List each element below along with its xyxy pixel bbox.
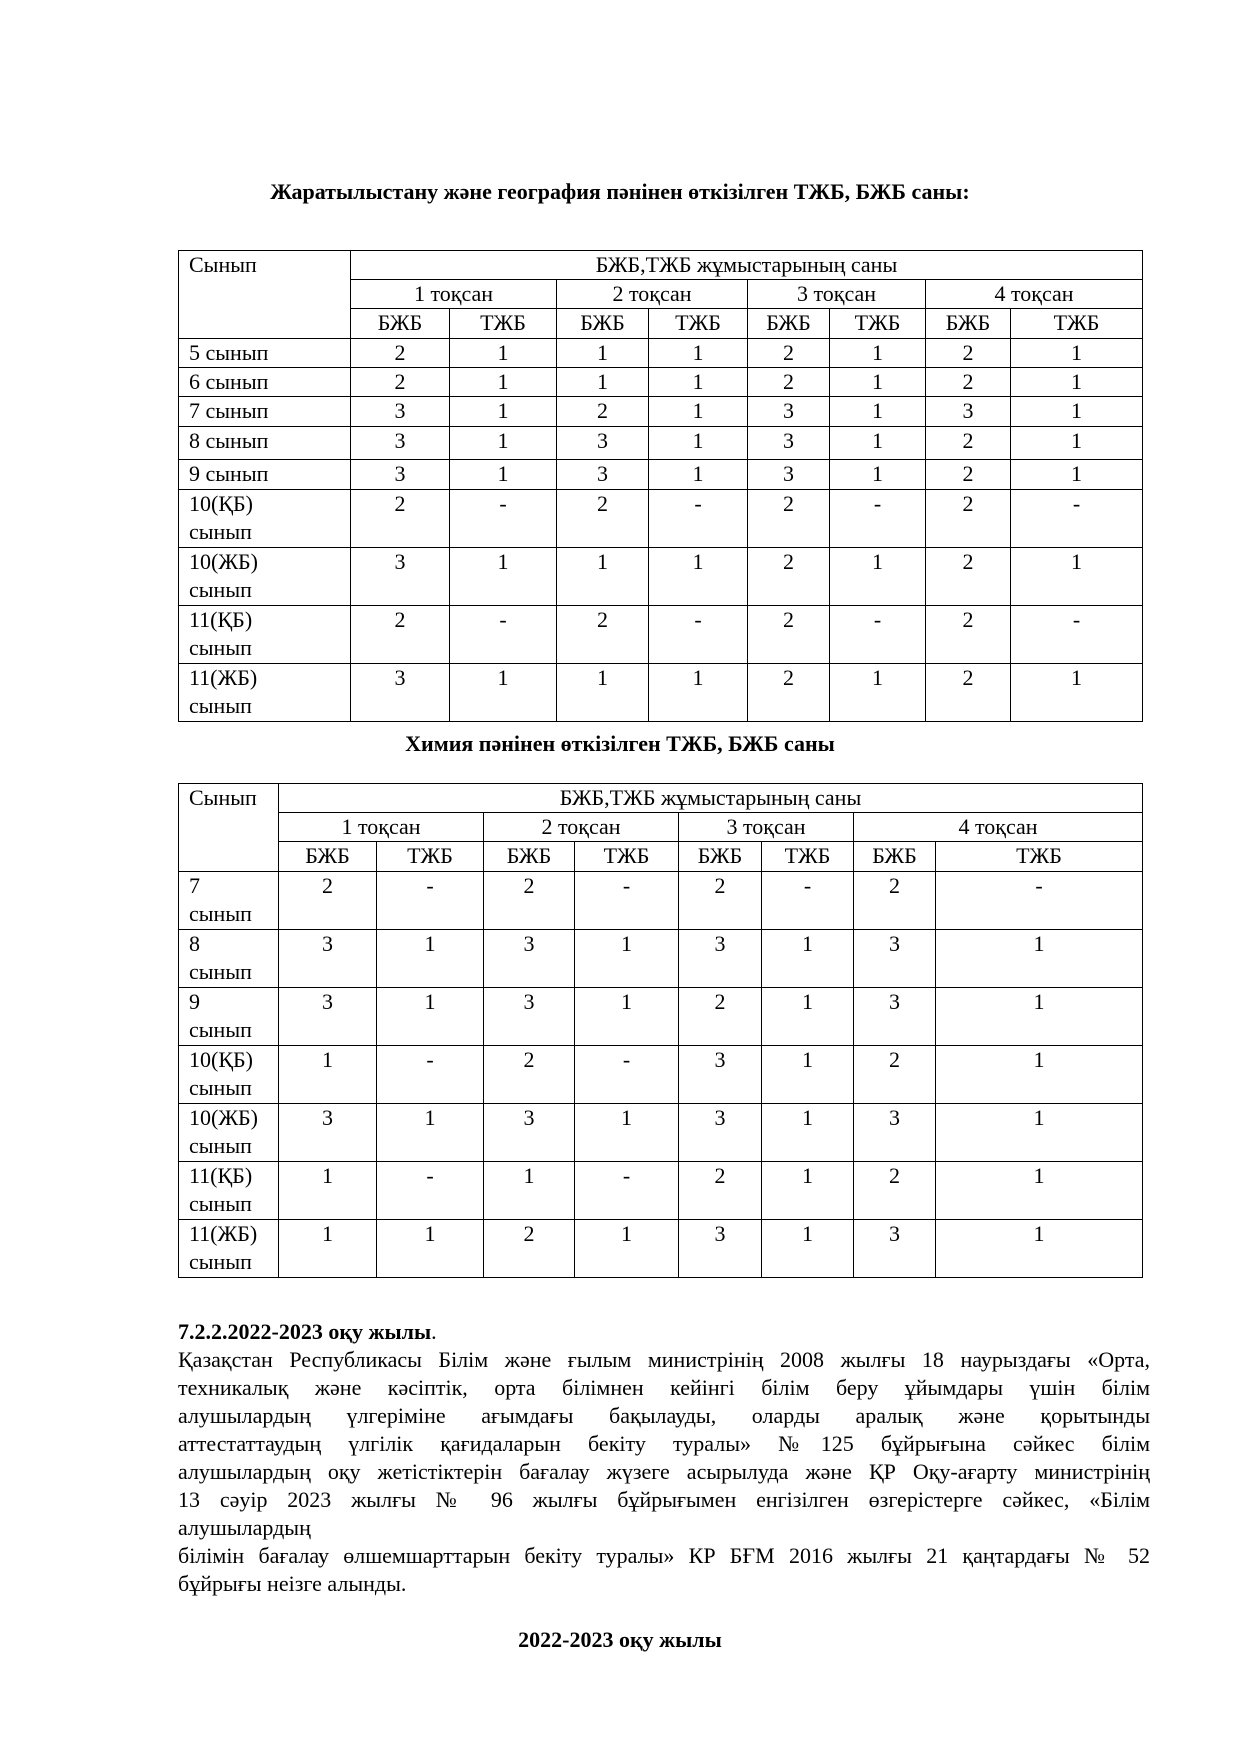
value-cell: 2 xyxy=(926,427,1011,460)
table-row xyxy=(179,872,1143,930)
value-cell: 1 xyxy=(279,1046,377,1104)
value-cell: 1 xyxy=(762,1046,854,1104)
quarter-header: 2 тоқсан xyxy=(484,813,679,842)
value-cell: - xyxy=(450,606,557,664)
value-cell: 3 xyxy=(351,427,450,460)
value-cell: 1 xyxy=(762,1104,854,1162)
section2-table xyxy=(178,783,1143,1278)
body-paragraph xyxy=(178,1346,1150,1598)
table-row xyxy=(179,606,1143,664)
value-cell: - xyxy=(575,872,679,930)
row-label: 11(ҚБ) сынып xyxy=(179,606,351,664)
value-cell: 3 xyxy=(854,1220,936,1278)
value-cell: 1 xyxy=(450,397,557,427)
quarter-header: 4 тоқсан xyxy=(926,280,1143,309)
value-cell: 1 xyxy=(484,1162,575,1220)
table-row xyxy=(179,490,1143,548)
paragraph-line: алушылардың xyxy=(178,1515,311,1540)
paragraph-line: білімін бағалау өлшемшарттарын бекіту туралы» КР БҒМ 2016 жылғы 21 қаңтардағы № 52 xyxy=(178,1543,1150,1568)
value-cell: - xyxy=(1011,490,1143,548)
value-cell: 1 xyxy=(450,664,557,722)
row-label: 11(ЖБ) сынып xyxy=(179,664,351,722)
quarter-header: 1 тоқсан xyxy=(279,813,484,842)
value-cell: 1 xyxy=(575,1104,679,1162)
value-cell: 2 xyxy=(926,490,1011,548)
value-cell: 3 xyxy=(557,427,649,460)
value-cell: 1 xyxy=(1011,339,1143,368)
value-cell: 1 xyxy=(575,930,679,988)
value-cell: 1 xyxy=(450,368,557,397)
value-cell: - xyxy=(377,872,484,930)
value-cell: 3 xyxy=(351,548,450,606)
value-cell: 1 xyxy=(830,368,926,397)
row-label: 6 сынып xyxy=(179,368,351,397)
table-row xyxy=(179,1046,1143,1104)
table-row xyxy=(179,339,1143,368)
paragraph-line: 13 сәуір 2023 жылғы № 96 жылғы бұйрығымен енгізілген өзгерістерге сәйкес, «Білім xyxy=(178,1487,1150,1512)
value-cell: 3 xyxy=(351,460,450,490)
table-row xyxy=(179,397,1143,427)
value-cell: 1 xyxy=(762,1162,854,1220)
value-cell: 3 xyxy=(279,930,377,988)
value-cell: 2 xyxy=(351,606,450,664)
value-cell: 3 xyxy=(351,664,450,722)
paragraph-line: Қазақстан Республикасы Білім және ғылым министрінің 2008 жылғы 18 наурыздағы «Орта, xyxy=(178,1347,1150,1372)
value-cell: 1 xyxy=(936,930,1143,988)
value-cell: 1 xyxy=(936,1104,1143,1162)
value-cell: 1 xyxy=(830,339,926,368)
row-label: 5 сынып xyxy=(179,339,351,368)
value-cell: 1 xyxy=(1011,460,1143,490)
section-heading-text: 7.2.2.2022-2023 оқу жылы xyxy=(178,1319,432,1344)
value-cell: 3 xyxy=(854,1104,936,1162)
value-cell: 1 xyxy=(1011,548,1143,606)
value-cell: 1 xyxy=(377,1104,484,1162)
value-cell: 2 xyxy=(748,664,830,722)
value-cell: 1 xyxy=(450,427,557,460)
table-row xyxy=(179,930,1143,988)
value-cell: 2 xyxy=(679,872,762,930)
sub-header-cell: ТЖБ xyxy=(575,842,679,872)
value-cell: 1 xyxy=(830,664,926,722)
sub-header-cell: БЖБ xyxy=(679,842,762,872)
value-cell: 3 xyxy=(679,1220,762,1278)
sub-header-cell: БЖБ xyxy=(351,309,450,339)
value-cell: 2 xyxy=(748,339,830,368)
row-label: 11(ЖБ) сынып xyxy=(179,1220,279,1278)
value-cell: 3 xyxy=(748,397,830,427)
value-cell: 1 xyxy=(830,397,926,427)
quarter-header: 3 тоқсан xyxy=(748,280,926,309)
footer-heading: 2022-2023 оқу жылы xyxy=(518,1627,722,1652)
value-cell: 2 xyxy=(926,664,1011,722)
sub-header-cell: ТЖБ xyxy=(450,309,557,339)
value-cell: 3 xyxy=(484,1104,575,1162)
value-cell: 1 xyxy=(1011,368,1143,397)
value-cell: 1 xyxy=(649,427,748,460)
row-label: 10(ЖБ) сынып xyxy=(179,1104,279,1162)
quarter-header: 2 тоқсан xyxy=(557,280,748,309)
quarter-header: 1 тоқсан xyxy=(351,280,557,309)
table-row xyxy=(179,664,1143,722)
value-cell: 1 xyxy=(377,988,484,1046)
value-cell: 2 xyxy=(854,1162,936,1220)
value-cell: 1 xyxy=(649,339,748,368)
row-label: 7 сынып xyxy=(179,397,351,427)
value-cell: 1 xyxy=(1011,397,1143,427)
value-cell: 2 xyxy=(351,339,450,368)
value-cell: 2 xyxy=(484,1046,575,1104)
value-cell: 3 xyxy=(484,930,575,988)
value-cell: - xyxy=(575,1046,679,1104)
group-header: БЖБ,ТЖБ жұмыстарының саны xyxy=(351,251,1143,280)
value-cell: 3 xyxy=(854,930,936,988)
value-cell: 1 xyxy=(279,1162,377,1220)
value-cell: 2 xyxy=(557,490,649,548)
paragraph-line: алушылардың оқу жетістіктерін бағалау жүзеге асырылуда және ҚР Оқу-ағарту министрінің xyxy=(178,1459,1150,1484)
value-cell: 3 xyxy=(748,427,830,460)
table-row xyxy=(179,988,1143,1046)
value-cell: 2 xyxy=(854,872,936,930)
row-label: 10(ЖБ) сынып xyxy=(179,548,351,606)
paragraph-line: бұйрығы неізге алынды. xyxy=(178,1571,407,1596)
row-label: 9 сынып xyxy=(179,988,279,1046)
value-cell: 2 xyxy=(679,988,762,1046)
value-cell: - xyxy=(450,490,557,548)
value-cell: 1 xyxy=(936,1162,1143,1220)
value-cell: 3 xyxy=(926,397,1011,427)
value-cell: 1 xyxy=(762,930,854,988)
value-cell: 1 xyxy=(450,460,557,490)
value-cell: 1 xyxy=(830,460,926,490)
value-cell: 1 xyxy=(649,460,748,490)
row-label: 10(ҚБ) сынып xyxy=(179,490,351,548)
table-row xyxy=(179,1104,1143,1162)
value-cell: 1 xyxy=(450,548,557,606)
value-cell: - xyxy=(649,606,748,664)
value-cell: 2 xyxy=(926,460,1011,490)
value-cell: - xyxy=(762,872,854,930)
value-cell: - xyxy=(830,606,926,664)
value-cell: - xyxy=(377,1162,484,1220)
section2-title: Химия пәнінен өткізілген ТЖБ, БЖБ саны xyxy=(405,731,835,756)
value-cell: 2 xyxy=(926,548,1011,606)
value-cell: 3 xyxy=(679,930,762,988)
paragraph-line: аттестаттаудың үлгілік қағидаларын бекіту туралы» №125 бұйрығына сәйкес білім xyxy=(178,1431,1150,1456)
sub-header-cell: ТЖБ xyxy=(649,309,748,339)
value-cell: 3 xyxy=(484,988,575,1046)
value-cell: 1 xyxy=(649,548,748,606)
value-cell: 2 xyxy=(748,490,830,548)
row-label: 7 сынып xyxy=(179,872,279,930)
value-cell: 3 xyxy=(279,988,377,1046)
value-cell: - xyxy=(936,872,1143,930)
value-cell: 1 xyxy=(377,930,484,988)
value-cell: 3 xyxy=(748,460,830,490)
value-cell: 1 xyxy=(557,339,649,368)
quarter-header: 3 тоқсан xyxy=(679,813,854,842)
value-cell: 2 xyxy=(679,1162,762,1220)
paragraph-line: техникалық және кәсіптік, орта білімнен кейінгі білім беру ұйымдары үшін білім xyxy=(178,1375,1150,1400)
sub-header-cell: БЖБ xyxy=(748,309,830,339)
value-cell: 2 xyxy=(484,872,575,930)
value-cell: 3 xyxy=(679,1104,762,1162)
value-cell: - xyxy=(575,1162,679,1220)
value-cell: 1 xyxy=(1011,427,1143,460)
value-cell: 3 xyxy=(679,1046,762,1104)
value-cell: 1 xyxy=(936,1046,1143,1104)
value-cell: 1 xyxy=(762,1220,854,1278)
table-row xyxy=(179,427,1143,460)
value-cell: 3 xyxy=(854,988,936,1046)
sub-header-cell: БЖБ xyxy=(484,842,575,872)
value-cell: 1 xyxy=(377,1220,484,1278)
value-cell: 3 xyxy=(557,460,649,490)
table-row xyxy=(179,460,1143,490)
table-row xyxy=(179,1220,1143,1278)
row-label: 10(ҚБ) сынып xyxy=(179,1046,279,1104)
value-cell: 1 xyxy=(649,397,748,427)
value-cell: 1 xyxy=(649,368,748,397)
sub-header-cell: ТЖБ xyxy=(830,309,926,339)
value-cell: 1 xyxy=(762,988,854,1046)
section1-table xyxy=(178,250,1143,722)
value-cell: - xyxy=(377,1046,484,1104)
value-cell: 2 xyxy=(854,1046,936,1104)
paragraph-line: алушылардың үлгеріміне ағымдағы бақылауды, оларды аралық және қорытынды xyxy=(178,1403,1150,1428)
value-cell: 1 xyxy=(575,1220,679,1278)
value-cell: 2 xyxy=(351,490,450,548)
sub-header-cell: ТЖБ xyxy=(936,842,1143,872)
sub-header-cell: ТЖБ xyxy=(1011,309,1143,339)
sub-header-cell: БЖБ xyxy=(854,842,936,872)
value-cell: 2 xyxy=(926,339,1011,368)
table-row xyxy=(179,548,1143,606)
value-cell: 1 xyxy=(557,368,649,397)
value-cell: 1 xyxy=(575,988,679,1046)
value-cell: - xyxy=(649,490,748,548)
value-cell: 2 xyxy=(279,872,377,930)
group-header: БЖБ,ТЖБ жұмыстарының саны xyxy=(279,784,1143,813)
value-cell: 2 xyxy=(926,606,1011,664)
quarter-header: 4 тоқсан xyxy=(854,813,1143,842)
value-cell: 1 xyxy=(830,548,926,606)
value-cell: 1 xyxy=(649,664,748,722)
row-label: 8 сынып xyxy=(179,930,279,988)
value-cell: 2 xyxy=(484,1220,575,1278)
row-label: 9 сынып xyxy=(179,460,351,490)
value-cell: 3 xyxy=(351,397,450,427)
section1-title: Жаратылыстану және география пәнінен өткізілген ТЖБ, БЖБ саны: xyxy=(270,179,970,204)
value-cell: 2 xyxy=(748,548,830,606)
value-cell: 1 xyxy=(936,1220,1143,1278)
table-row xyxy=(179,1162,1143,1220)
value-cell: 2 xyxy=(926,368,1011,397)
value-cell: 1 xyxy=(557,548,649,606)
value-cell: - xyxy=(1011,606,1143,664)
sub-header-cell: БЖБ xyxy=(926,309,1011,339)
value-cell: 1 xyxy=(450,339,557,368)
value-cell: 1 xyxy=(1011,664,1143,722)
sub-header-cell: ТЖБ xyxy=(762,842,854,872)
value-cell: 1 xyxy=(279,1220,377,1278)
sub-header-cell: ТЖБ xyxy=(377,842,484,872)
value-cell: - xyxy=(830,490,926,548)
value-cell: 2 xyxy=(748,606,830,664)
class-column-header: Сынып xyxy=(179,251,351,339)
row-label: 11(ҚБ) сынып xyxy=(179,1162,279,1220)
value-cell: 3 xyxy=(279,1104,377,1162)
row-label: 8 сынып xyxy=(179,427,351,460)
sub-header-cell: БЖБ xyxy=(279,842,377,872)
value-cell: 1 xyxy=(830,427,926,460)
table-row xyxy=(179,368,1143,397)
sub-header-cell: БЖБ xyxy=(557,309,649,339)
value-cell: 2 xyxy=(557,397,649,427)
class-column-header: Сынып xyxy=(179,784,279,872)
value-cell: 2 xyxy=(748,368,830,397)
value-cell: 2 xyxy=(557,606,649,664)
section-heading xyxy=(178,1318,437,1346)
section-heading-dot: . xyxy=(431,1319,437,1344)
value-cell: 2 xyxy=(351,368,450,397)
value-cell: 1 xyxy=(936,988,1143,1046)
value-cell: 1 xyxy=(557,664,649,722)
